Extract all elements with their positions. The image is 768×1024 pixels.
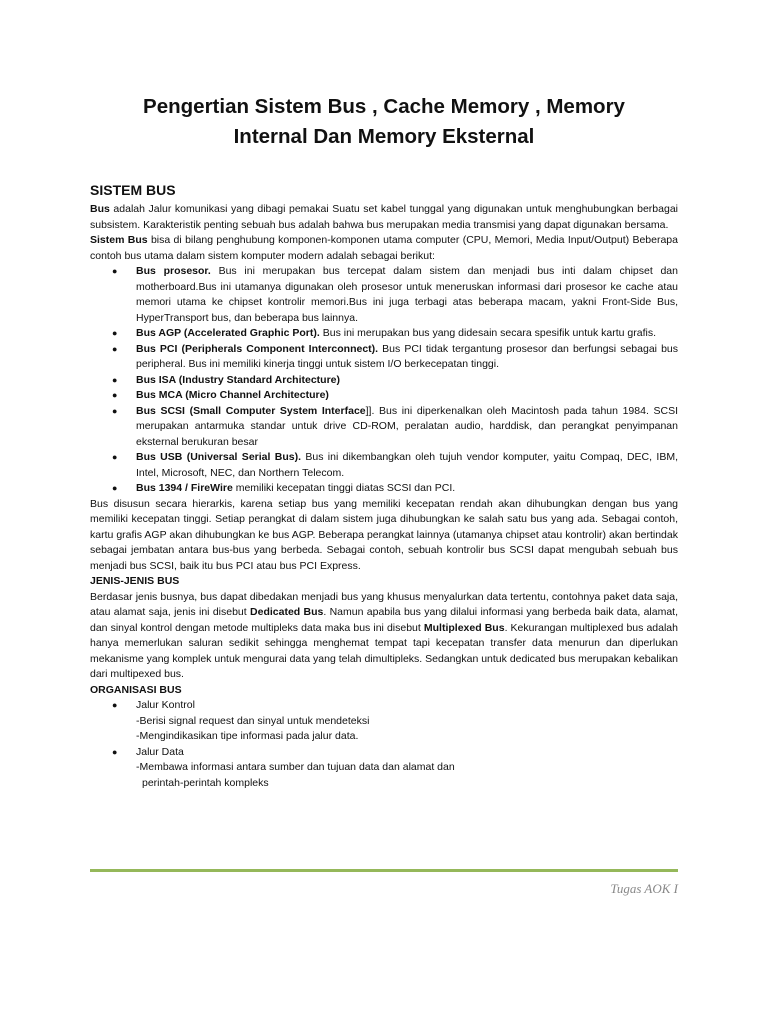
bullet-icon: ● [112, 405, 118, 416]
title-line-2: Internal Dan Memory Eksternal [233, 125, 535, 148]
bullet-icon: ● [112, 452, 118, 462]
item-title: Jalur Kontrol [136, 699, 195, 711]
paragraph-text: Berdasar jenis busnya, bus dapat dibedakan menjadi bus yang khusus menyalurkan data tertentu, contohnya paket data saja, atau alamat saja, jenis ini disebut [90, 590, 678, 618]
item-text: memiliki kecepatan tinggi diatas SCSI dan PCI. [232, 482, 456, 494]
bold-term: Dedicated Bus [250, 606, 324, 618]
list-item [90, 342, 678, 373]
item-title: Jalur Data [136, 745, 184, 758]
bullet-icon: ● [112, 374, 118, 385]
paragraph-hierarchy: Bus disusun secara hierarkis, karena setiap bus yang memiliki kecepatan rendah akan dihubungkan dengan bus yang memiliki kecepatan tinggi. Setiap perangkat di dalam sistem juga dihubungkan ke salah satu bus yang ada. Sebagai contoh, kartu grafis AGP akan dihubungkan ke bus AGP. Beberapa perangkat lainnya (utamanya chipset atau kontrolir) akan bertindak sebagai jembatan antara bus-bus yang berbeda. Sebagai contoh, sebuah kontrolir bus SCSI dapat mengubah sebuah bus menjadi bus SCSI, baik itu bus PCI atau bus PCI Express. [90, 497, 678, 572]
bold-term: Bus AGP (Accelerated Graphic Port). [136, 327, 320, 339]
paragraph-text: adalah Jalur komunikasi yang dibagi pemakai Suatu set kabel tunggal yang digunakan untuk menghubungkan berbagai subsistem. Karakteristik penting sebuah bus adalah bahwa bus merupakan media transmisi yang dapat digunakan bersama. [90, 203, 678, 231]
item-text: Bus ini merupakan bus yang didesain secara spesifik untuk kartu grafis. [319, 327, 656, 339]
section-heading-jenis-bus: JENIS-JENIS BUS [90, 575, 180, 587]
bold-term: Bus [90, 203, 110, 215]
title-line-1: Pengertian Sistem Bus , Cache Memory , Memory [143, 95, 625, 118]
bullet-icon: ● [112, 266, 118, 276]
bold-term: Multiplexed Bus [423, 621, 505, 634]
bold-term: Bus PCI (Peripherals Component Interconnect). [136, 342, 379, 355]
bold-term: Bus USB (Universal Serial Bus). [136, 451, 302, 463]
paragraph-sistem-bus [90, 233, 678, 264]
bullet-icon: ● [112, 700, 118, 710]
bullet-icon: ● [112, 343, 118, 354]
footer-divider [90, 869, 678, 872]
bus-type-list [90, 264, 678, 497]
item-text: Bus PCI tidak tergantung prosesor dan berfungsi sebagai bus peripheral. Bus ini memiliki kinerja tinggi untuk sistem I/O berkecepatan tinggi. [136, 342, 678, 370]
bullet-icon: ● [112, 328, 118, 338]
section-heading-sistem-bus: SISTEM BUS [90, 182, 176, 198]
bold-term: Bus prosesor. [136, 265, 211, 277]
item-text: Bus ini dikembangkan oleh tujuh vendor komputer, yaitu Compaq, DEC, IBM, Intel, Microsoft, NEC, dan Northern Telecom. [136, 451, 678, 479]
bullet-icon: ● [112, 746, 118, 757]
document-body [90, 181, 678, 791]
organisasi-list [90, 698, 678, 791]
bold-term: Bus 1394 / FireWire [136, 482, 233, 494]
section-heading-organisasi-bus: ORGANISASI BUS [90, 683, 182, 696]
item-text: ]]. Bus ini diperkenalkan oleh Macintosh pada tahun 1984. SCSI merupakan antarmuka standar untuk drive CD-ROM, peralatan audio, harddisk, dan perangkat penyimpanan eksternal berukuran besar [136, 404, 678, 448]
list-item [90, 373, 678, 389]
item-text: Bus ini merupakan bus tercepat dalam sistem dan menjadi bus inti dalam chipset dan motherboard.Bus ini utamanya digunakan oleh prosesor untuk meneruskan informasi dari prosesor ke cache atau memori utama ke chipset kontrolir memori.Bus ini juga terbagi atas beberapa macam, yakni Front-Side Bus, HyperTransport bus, dan beberapa bus lainnya. [136, 265, 678, 324]
bullet-icon: ● [112, 483, 118, 493]
paragraph-text: bisa di bilang penghubung komponen-komponen utama computer (CPU, Memori, Media Input/Output) Beberapa contoh bus utama dalam sistem komputer modern adalah sebagai berikut: [90, 234, 678, 262]
item-detail: -Berisi signal request dan sinyal untuk mendeteksi [136, 714, 370, 727]
item-detail: -Membawa informasi antara sumber dan tujuan data dan alamat dan [136, 761, 455, 773]
footer-text: Tugas AOK I [610, 881, 678, 896]
list-item [90, 481, 678, 497]
list-item [90, 404, 678, 451]
list-item [90, 388, 678, 404]
paragraph-bus-definition [90, 202, 678, 233]
list-item [90, 745, 678, 792]
bold-term: Bus MCA (Micro Channel Architecture) [136, 389, 329, 401]
bullet-icon: ● [112, 390, 118, 400]
paragraph-text: . Namun apabila bus yang dilalui informasi yang berbeda baik data, alamat, dan sinyal kontrol dengan metode multipleks data maka bus ini disebut [90, 606, 679, 634]
list-item [90, 326, 678, 342]
page-title [60, 92, 708, 152]
paragraph-text: . Kekurangan multiplexed bus adalah hanya memerlukan saluran sedikit sehingga menghemat tempat tapi kecepatan transfer data menurun dan diperlukan mekanisme yang komplek untuk mengurai data yang telah dimultipleks. Sedangkan untuk dedicated bus merupakan kebalikan dari multipexed bus. [90, 621, 678, 680]
item-detail: perintah-perintah kompleks [142, 776, 269, 789]
list-item [90, 698, 678, 745]
item-detail: -Mengindikasikan tipe informasi pada jalur data. [136, 730, 359, 742]
bold-term: Sistem Bus [90, 234, 148, 246]
bold-term: Bus ISA (Industry Standard Architecture) [136, 373, 341, 386]
list-item [90, 264, 678, 326]
bold-term: Bus SCSI (Small Computer System Interface [136, 404, 366, 417]
paragraph-jenis-bus [90, 590, 678, 683]
list-item [90, 450, 678, 481]
